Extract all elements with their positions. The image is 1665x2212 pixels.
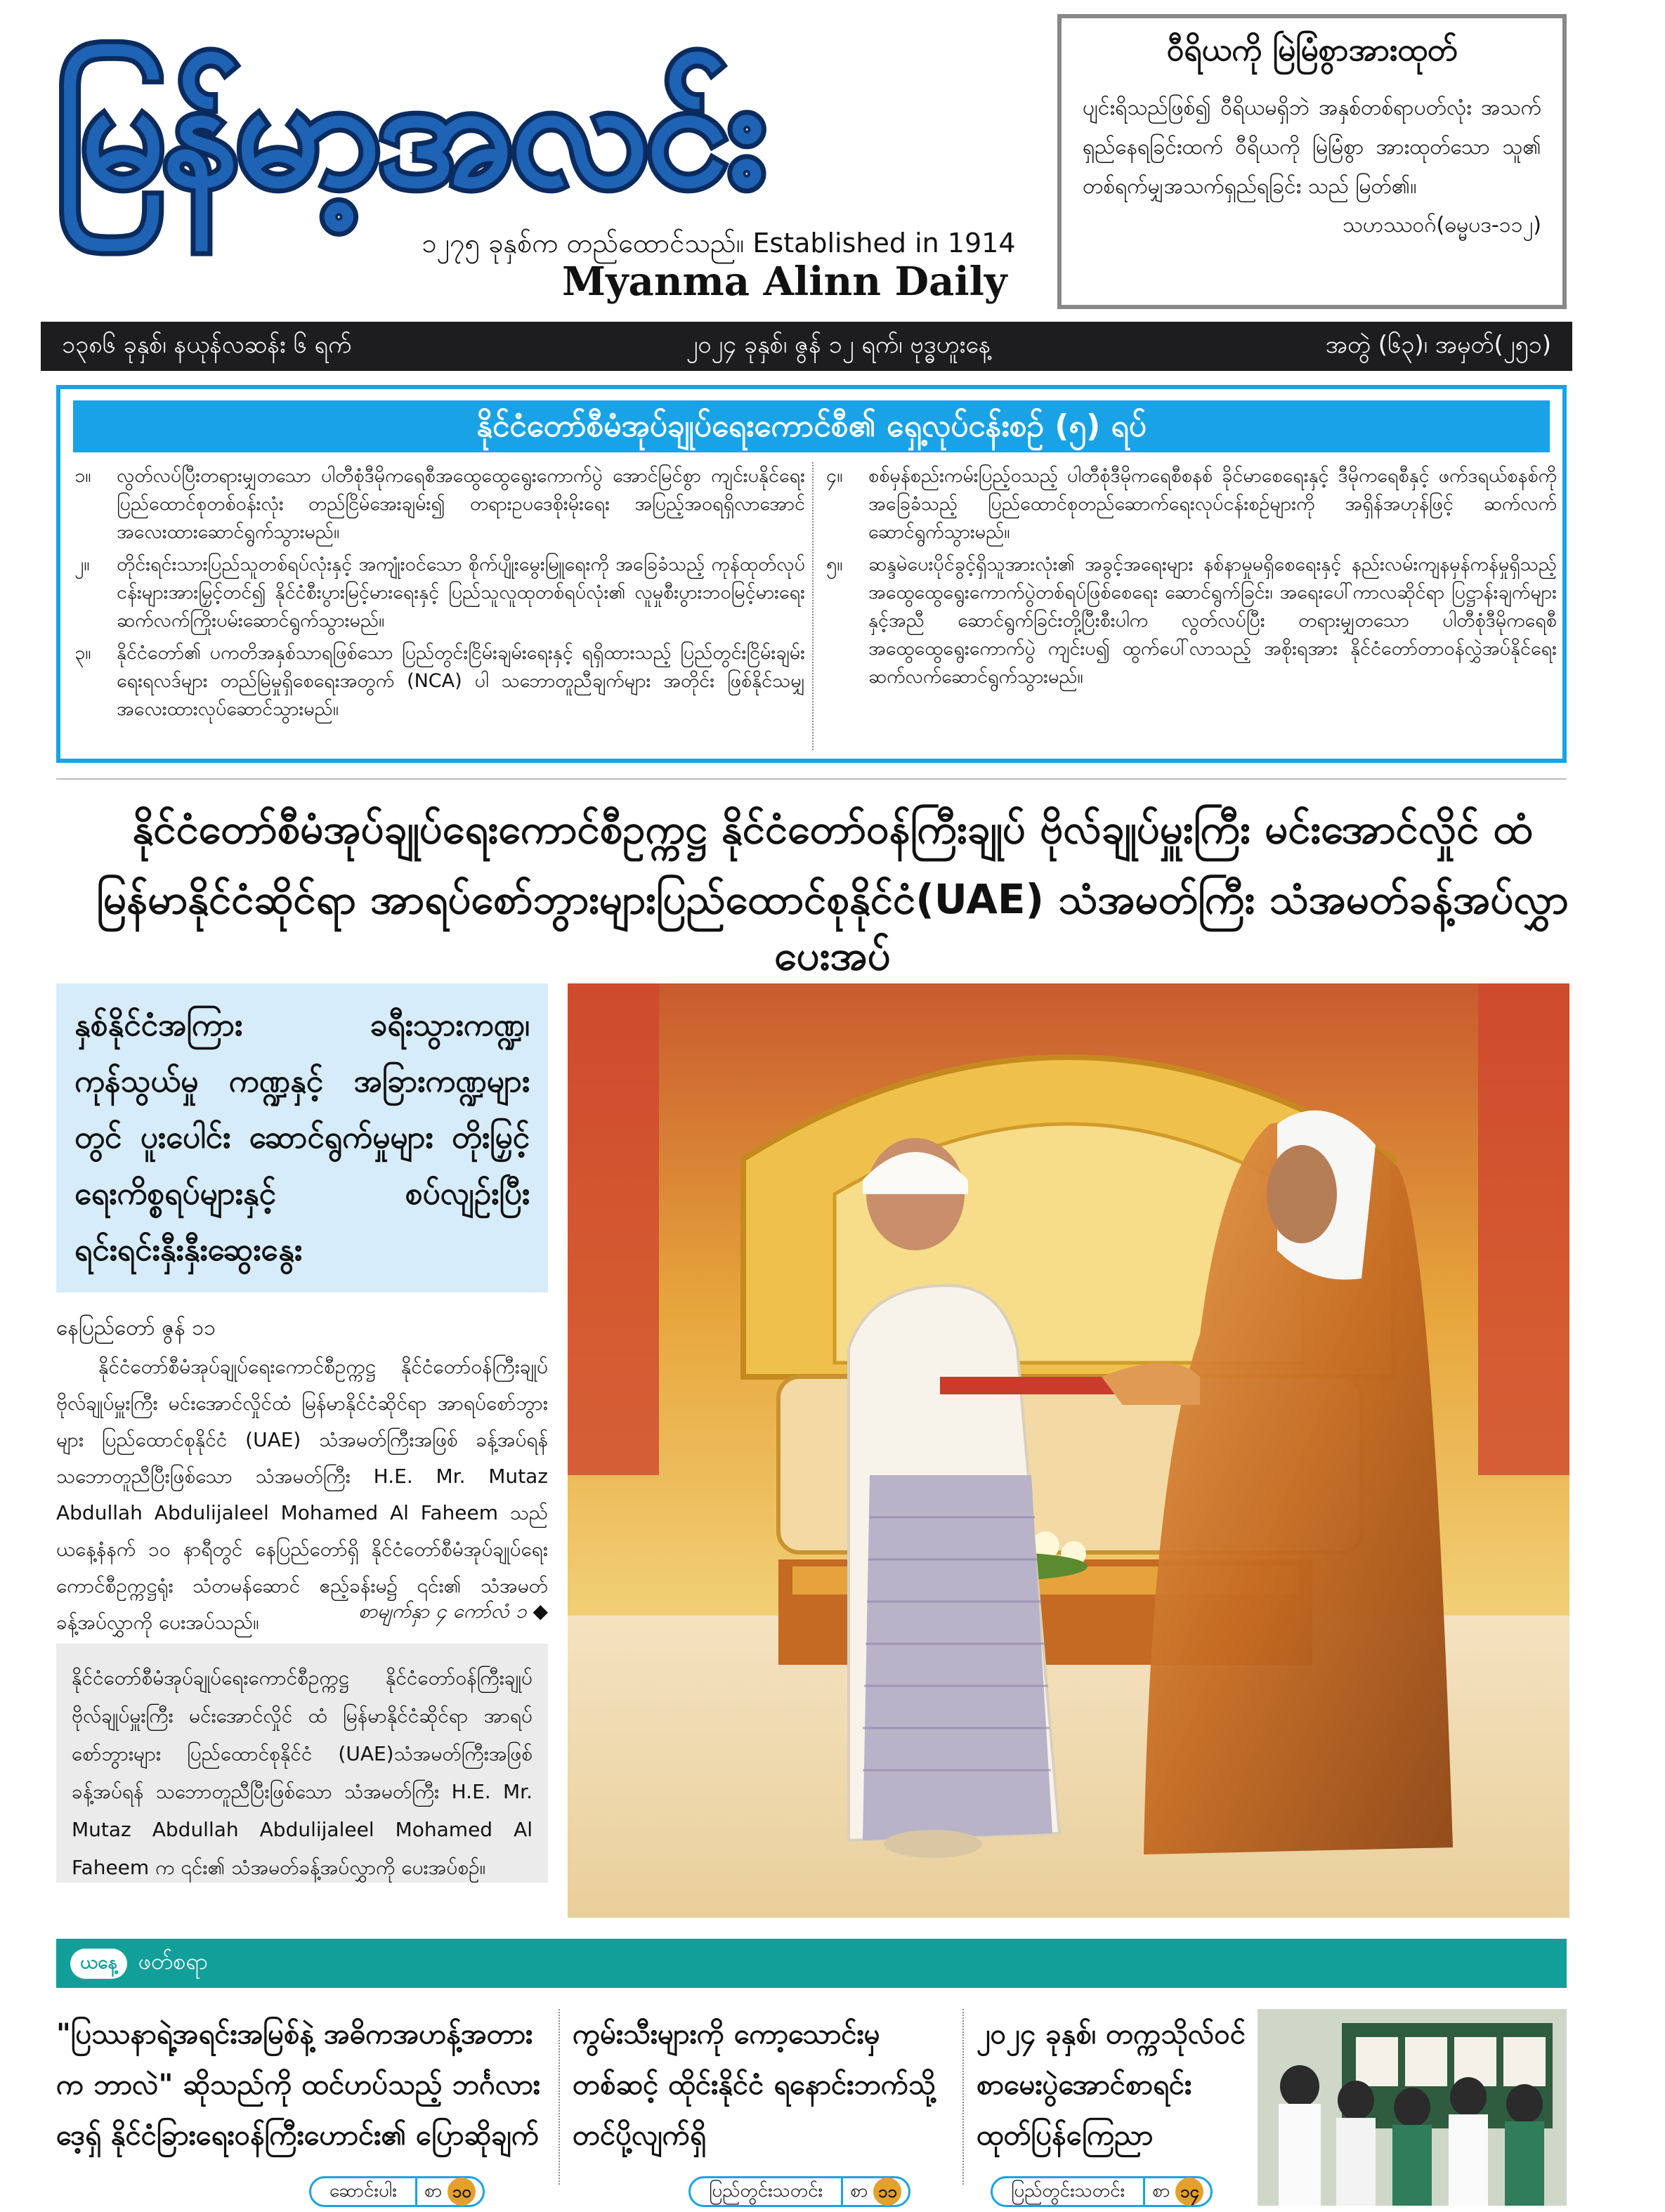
teaser-1[interactable]: "ပြဿနာရဲ့အရင်းအမြစ်နဲ့ အဓိကအဟန့်အတားက ဘာလဲ" ဆိုသည်ကို ထင်ဟပ်သည့် ဘင်္ဂလားဒေ့ရှ် နိုင်ငံခြားရေးဝန်ကြီးဟောင်း၏ ပြောဆိုချက် (56, 2018, 540, 2152)
objective-text: လွတ်လပ်ပြီးတရားမျှတသော ပါတီစုံဒီမိုကရေစီအထွေထွေရွေးကောက်ပွဲ အောင်မြင်စွာ ကျင်းပနိုင်ရေး ပြည်ထောင်စုတစ်ဝန်းလုံး တည်ငြိမ်အေးချမ်း၍ တရားဥပဒေစိုးမိုးရေး အပြည့်အဝရရှိလာအောင် အလေးထားဆောင်ရွက်သွားမည်။ (117, 465, 805, 543)
objective-text: နိုင်ငံတော်၏ ပကတိအနှစ်သာရဖြစ်သော ပြည်တွင်းငြိမ်းချမ်းရေးနှင့် ရရှိထားသည့် ပြည်တွင်းငြိမ်းချမ်းရေးရလဒ်များ တည်မြဲမှုရှိစေရေးအတွက် (NCA) ပါ သဘောတူညီချက်များ အတိုင်း ဖြစ်နိုင်သမျှ အလေးထားလုပ်ဆောင်သွားမည်။ (117, 642, 805, 720)
main-photo (568, 983, 1569, 1918)
objective-number: ၅။ (826, 554, 843, 575)
inside-pages-bar (56, 1939, 1567, 1988)
objective-text: စစ်မှန်စည်းကမ်းပြည့်ဝသည့် ပါတီစုံဒီမိုကရေစီစနစ် ခိုင်မာစေရေးနှင့် ဒီမိုကရေစီနှင့် ဖက်ဒရယ်စနစ်ကိုအခြေခံသည့် ပြည်ထောင်စုတည်ဆောက်ရေးလုပ်ငန်းစဉ်များကို အရှိန်အဟုန်ဖြင့် ဆက်လက်ဆောင်ရွက်သွားမည်။ (868, 465, 1557, 543)
quote-body: ပျင်းရိသည်ဖြစ်၍ ဝီရိယမရှိဘဲ အနှစ်တစ်ရာပတ်လုံး အသက်ရှည်နေရခြင်းထက် ဝီရိယကို မြဲမြံစွာ အားထုတ်သော သူ၏ တစ်ရက်မျှအသက်ရှည်ရခြင်း သည် မြတ်၏။ (1083, 96, 1541, 199)
page-prefix: စာ (424, 2180, 443, 2201)
established-note: ၁၂၇၅ ခုနှစ်က တည်ထောင်သည်။ Established in 1914 (422, 228, 1016, 258)
page-ref (841, 2178, 908, 2205)
teaser-2[interactable]: ကွမ်းသီးများကို ကော့သောင်းမှတစ်ဆင့် ထိုင်းနိုင်ငံ ရနောင်းဘက်သို့ တင်ပို့လျက်ရှိ (573, 2018, 936, 2152)
article-dateline: နေပြည်တော် ဇွန် ၁၁ (56, 1316, 216, 1340)
gregorian-date: ၂၀၂၄ ခုနှစ်၊ ဇွန် ၁၂ ရက်၊ ဗုဒ္ဓဟူးနေ့ (686, 330, 991, 359)
quote-box (1057, 14, 1567, 309)
teaser-1-page-tag[interactable] (309, 2176, 485, 2207)
quote-source: သဟဿဝဂ်(ဓမ္မပဒ-၁၁၂) (1342, 213, 1541, 237)
objectives-left-column (74, 462, 805, 728)
page-prefix: စာ (850, 2180, 868, 2201)
objective-number: ၁။ (74, 465, 91, 487)
page-number: ၁၁ (873, 2178, 901, 2206)
objective-number: ၄။ (826, 465, 843, 487)
teaser-2-page-tag[interactable] (688, 2176, 910, 2207)
objective-item (826, 551, 1557, 691)
inside-label: ဖတ်စရာ (138, 1948, 208, 1975)
page-ref (1143, 2178, 1210, 2205)
objectives-box (56, 385, 1567, 763)
photo-caption: နိုင်ငံတော်စီမံအုပ်ချုပ်ရေးကောင်စီဥက္ကဋ္ဌ နိုင်ငံတော်ဝန်ကြီးချုပ် ဗိုလ်ချုပ်မှူးကြီး မင်းအောင်လှိုင် ထံ မြန်မာနိုင်ငံဆိုင်ရာ အာရပ်စော်ဘွားများ ပြည်ထောင်စုနိုင်ငံ (UAE)သံအမတ်ကြီးအဖြစ် ခန့်အပ်ရန် သဘောတူညီပြီးဖြစ်သော သံအမတ်ကြီး H.E. Mr. Mutaz Abdullah Abdulijaleel Mohamed Al Faheem က ၎င်း၏ သံအမတ်ခန့်အပ်လွှာကို ပေးအပ်စဉ်။ (56, 1644, 548, 1883)
headline-line-2: မြန်မာနိုင်ငံဆိုင်ရာ အာရပ်စော်ဘွားများပြည်ထောင်စုနိုင်ငံ(UAE) သံအမတ်ကြီး သံအမတ်ခန့်အပ်လွှာပေးအပ် (96, 875, 1569, 979)
page-prefix: စာ (1152, 2180, 1170, 2201)
teaser-divider (559, 2009, 560, 2185)
subhead-box (56, 983, 548, 1292)
objective-item (74, 462, 805, 547)
teaser-divider (962, 2009, 964, 2185)
page-number: ၁၀ (448, 2178, 476, 2206)
objective-item (74, 551, 805, 635)
objective-item (74, 639, 805, 724)
section-label: ပြည်တွင်းသတင်း (709, 2180, 823, 2201)
continued-note: စာမျက်နှာ ၄ ကော်လံ ၁ ◆ (358, 1599, 548, 1623)
myanmar-date: ၁၃၈၆ ခုနှစ်၊ နယုန်လဆန်း ၆ ရက် (62, 330, 352, 359)
objectives-right-column (826, 462, 1557, 695)
objective-item (826, 462, 1557, 547)
page-number: ၁၄ (1175, 2178, 1203, 2206)
today-badge: ယနေ့ (70, 1949, 127, 1979)
objective-text: တိုင်းရင်းသားပြည်သူတစ်ရပ်လုံးနှင့် အကျုံးဝင်သော စိုက်ပျိုးမွေးမြူရေးကို အခြေခံသည့် ကုန်ထုတ်လုပ်ငန်းများအားမြှင့်တင်၍ နိုင်ငံစီးပွားမြင့်မားရေးနှင့် ပြည်သူလူထုတစ်ရပ်လုံး၏ လူမှုစီးပွားဘဝမြင့်မားရေး ဆက်လက်ကြိုးပမ်းဆောင်ရွက်သွားမည်။ (117, 554, 805, 631)
section-label: ပြည်တွင်းသတင်း (1011, 2180, 1125, 2201)
date-bar (41, 322, 1572, 371)
subhead-text: နှစ်နိုင်ငံအကြား ခရီးသွားကဏ္ဍ၊ ကုန်သွယ်မှု ကဏ္ဍနှင့် အခြားကဏ္ဍများတွင် ပူးပေါင်း ဆောင်ရွက်မှုများ တိုးမြှင့်ရေးကိစ္စရပ်များနှင့် စပ်လျဉ်းပြီး ရင်းရင်းနှီးနှီးဆွေးနွေး (74, 1007, 530, 1268)
newspaper-title: မြန်မာ့အလင်း (56, 47, 763, 219)
headline-line-1: နိုင်ငံတော်စီမံအုပ်ချုပ်ရေးကောင်စီဥက္ကဋ္ဌ နိုင်ငံတော်ဝန်ကြီးချုပ် ဗိုလ်ချုပ်မှူးကြီး မင်းအောင်လှိုင် ထံ (132, 805, 1533, 853)
teaser-3-thumbnail (1258, 2009, 1567, 2206)
objective-text: ဆန္ဒမဲပေးပိုင်ခွင့်ရှိသူအားလုံး၏ အခွင့်အရေးများ နစ်နာမှုမရှိစေရေးနှင့် နည်းလမ်းကျနမှန်ကန်မှုရှိသည့် အထွေထွေရွေးကောက်ပွဲတစ်ရပ်ဖြစ်စေရေး ဆောင်ရွက်ခြင်း၊ အရေးပေါ်ကာလဆိုင်ရာ ပြဋ္ဌာန်းချက်များနှင့်အညီ ဆောင်ရွက်ခြင်းတို့ပြီးစီးပါက လွတ်လပ်ပြီး တရားမျှတသော ပါတီစုံဒီမိုကရေစီအထွေထွေရွေးကောက်ပွဲ ကျင်းပ၍ ထွက်ပေါ်လာသည့် အစိုးရအား နိုင်ငံတော်တာဝန်လွှဲအပ်နိုင်ရေး ဆက်လက်ဆောင်ရွက်သွားမည်။ (868, 554, 1557, 688)
english-name: Myanma Alinn Daily (562, 258, 1007, 305)
article-body: နိုင်ငံတော်စီမံအုပ်ချုပ်ရေးကောင်စီဥက္ကဋ္ဌ နိုင်ငံတော်ဝန်ကြီးချုပ် ဗိုလ်ချုပ်မှူးကြီး မင်းအောင်လှိုင်ထံ မြန်မာနိုင်ငံဆိုင်ရာ အာရပ်စော်ဘွားများ ပြည်ထောင်စုနိုင်ငံ (UAE) သံအမတ်ကြီးအဖြစ် ခန့်အပ်ရန် သဘောတူညီပြီးဖြစ်သော သံအမတ်ကြီး H.E. Mr. Mutaz Abdullah Abdulijaleel Mohamed Al Faheem သည် ယနေ့နံနက် ၁၀ နာရီတွင် နေပြည်တော်ရှိ နိုင်ငံတော်စီမံအုပ်ချုပ်ရေးကောင်စီဥက္ကဋ္ဌရုံး သံတမန်ဆောင် ဧည့်ခန်းမ၌ ၎င်း၏ သံအမတ်ခန့်အပ်လွှာကို ပေးအပ်သည်။ (56, 1355, 548, 1634)
objective-number: ၂။ (74, 554, 90, 575)
quote-title: ဝီရိယကို မြဲမြံစွာအားထုတ် (1166, 32, 1458, 68)
page-ref (415, 2178, 483, 2205)
exam-results-photo-illustration (1258, 2009, 1567, 2206)
objective-number: ၃။ (74, 642, 91, 664)
ceremony-photo-illustration (568, 983, 1569, 1918)
section-rule (56, 778, 1567, 780)
issue-number: အတွဲ (၆၃)၊ အမှတ်(၂၅၁) (1325, 330, 1551, 359)
column-divider (812, 462, 814, 750)
teaser-3[interactable]: ၂၀၂၄ ခုနှစ်၊ တက္ကသိုလ်ဝင် စာမေးပွဲအောင်စာရင်း ထုတ်ပြန်ကြေညာ (977, 2018, 1246, 2152)
objectives-title: နိုင်ငံတော်စီမံအုပ်ချုပ်ရေးကောင်စီ၏ ရှေ့လုပ်ငန်းစဉ် (၅) ရပ် (73, 400, 1550, 452)
teaser-3-page-tag[interactable] (991, 2176, 1213, 2207)
section-label: ဆောင်းပါး (329, 2180, 397, 2201)
